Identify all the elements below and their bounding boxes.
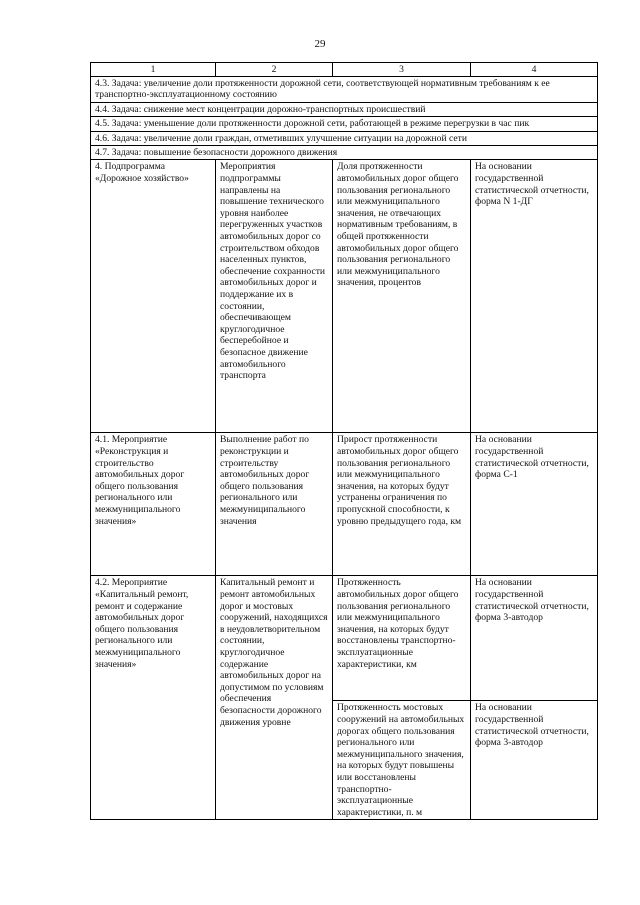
task-4-7: 4.7. Задача: повышение безопасности дорожного движения (91, 146, 598, 160)
measure-4-2-source-roads: На основании государственной статистической отчетности, форма 3-автодор (471, 576, 598, 701)
subprogram-indicator: Доля протяженности автомобильных дорог общего пользования регионального или межмуниципального значения, не отвечающих нормативным требованиям, в общей протяженности автомобильных дорог общего пользования регионального или межмуниципального значения, процентов (333, 160, 471, 433)
column-number-3: 3 (333, 63, 471, 77)
measure-4-2-name: 4.2. Мероприятие «Капитальный ремонт, ремонт и содержание автомобильных дорог общего пользования регионального или межмуниципального значения» (91, 576, 216, 820)
task-row (91, 131, 598, 145)
task-row (91, 102, 598, 116)
measure-4-1-measures: Выполнение работ по реконструкции и строительству автомобильных дорог общего пользования регионального или межмуниципального значения (216, 433, 333, 576)
column-number-1: 1 (91, 63, 216, 77)
page-number: 29 (314, 38, 326, 50)
task-4-3: 4.3. Задача: увеличение доли протяженности дорожной сети, соответствующей нормативным требованиям к ее транспортно-эксплуатационному состоянию (91, 77, 598, 103)
measure-4-1-row (91, 433, 598, 576)
measure-4-2-source-bridges: На основании государственной статистической отчетности, форма 3-автодор (471, 701, 598, 820)
measure-4-2-row (91, 576, 598, 701)
measure-4-1-indicator: Прирост протяженности автомобильных дорог общего пользования регионального или межмуниципального значения, на которых будут устранены ограничения по пропускной способности, к уровню предыдущего года, км (333, 433, 471, 576)
task-4-6: 4.6. Задача: увеличение доли граждан, отметивших улучшение ситуации на дорожной сети (91, 131, 598, 145)
task-row (91, 146, 598, 160)
measure-4-2-indicator-roads: Протяженность автомобильных дорог общего пользования регионального или межмуниципального значения, на которых будут восстановлены транспортно-эксплуатационные характеристики, км (333, 576, 471, 701)
subprogram-name: 4. Подпрограмма «Дорожное хозяйство» (91, 160, 216, 433)
task-row (91, 77, 598, 103)
task-4-5: 4.5. Задача: уменьшение доли протяженности дорожной сети, работающей в режиме перегрузки в час пик (91, 117, 598, 131)
measure-4-1-source: На основании государственной статистической отчетности, форма С-1 (471, 433, 598, 576)
subprogram-row (91, 160, 598, 433)
measure-4-1-name: 4.1. Мероприятие «Реконструкция и строительство автомобильных дорог общего пользования регионального или межмуниципального значения» (91, 433, 216, 576)
task-row (91, 117, 598, 131)
measure-4-2-measures: Капитальный ремонт и ремонт автомобильных дорог и мостовых сооружений, находящихся в неудовлетворительном состоянии, круглогодичное содержание автомобильных дорог на допустимом по условиям обеспечения безопасности дорожного движения уровне (216, 576, 333, 820)
measure-4-2-indicator-bridges: Протяженность мостовых сооружений на автомобильных дорогах общего пользования регионального или межмуниципального значения, на которых будут повышены или восстановлены транспортно-эксплуатационные характеристики, п. м (333, 701, 471, 820)
task-4-4: 4.4. Задача: снижение мест концентрации дорожно-транспортных происшествий (91, 102, 598, 116)
column-number-2: 2 (216, 63, 333, 77)
subprogram-source: На основании государственной статистической отчетности, форма N 1-ДГ (471, 160, 598, 433)
header-row (91, 63, 598, 77)
column-number-4: 4 (471, 63, 598, 77)
subprogram-measures: Мероприятия подпрограммы направлены на повышение технического уровня наиболее перегруженных участков автомобильных дорог со строительством обходов населенных пунктов, обеспечение сохранности автомобильных дорог и поддержание их в состоянии, обеспечивающем круглогодичное бесперебойное и безопасное движение автомобильного транспорта (216, 160, 333, 433)
program-table (90, 62, 598, 820)
